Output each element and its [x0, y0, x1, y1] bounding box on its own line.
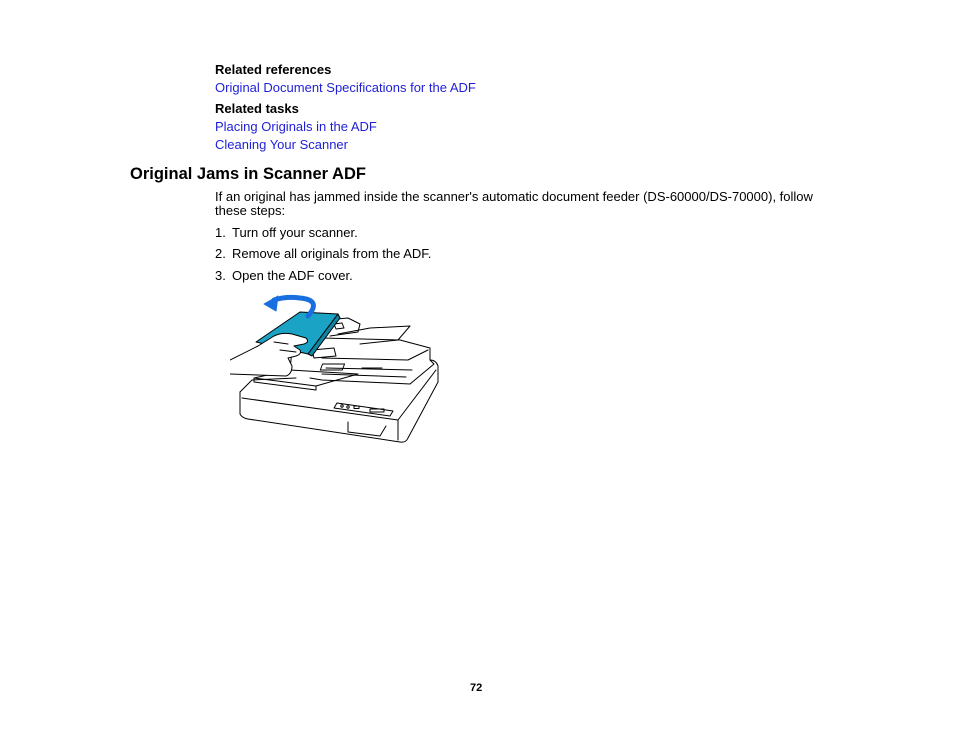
step-1 — [215, 225, 358, 240]
intro-line-1: If an original has jammed inside the scanner's automatic document feeder (DS-60000/DS-70000), follow — [215, 189, 813, 204]
hand — [230, 333, 308, 376]
step-number: 1. — [215, 225, 226, 240]
step-number: 3. — [215, 268, 226, 283]
step-text: Open the ADF cover. — [232, 268, 353, 283]
scanner-adf-open-illustration — [230, 294, 442, 446]
related-tasks-heading: Related tasks — [215, 101, 299, 116]
step-2 — [215, 246, 431, 261]
link-cleaning-scanner[interactable]: Cleaning Your Scanner — [215, 137, 348, 152]
page-number: 72 — [470, 682, 483, 694]
section-title: Original Jams in Scanner ADF — [130, 165, 366, 183]
step-3 — [215, 268, 353, 283]
step-number: 2. — [215, 246, 226, 261]
step-text: Remove all originals from the ADF. — [232, 246, 432, 261]
link-original-document-specifications[interactable]: Original Document Specifications for the ADF — [215, 80, 476, 95]
opening-arrow — [274, 297, 313, 316]
related-references-heading: Related references — [215, 62, 332, 77]
intro-line-2: these steps: — [215, 203, 286, 218]
link-placing-originals[interactable]: Placing Originals in the ADF — [215, 119, 377, 134]
input-tray — [338, 326, 410, 344]
step-text: Turn off your scanner. — [232, 225, 358, 240]
